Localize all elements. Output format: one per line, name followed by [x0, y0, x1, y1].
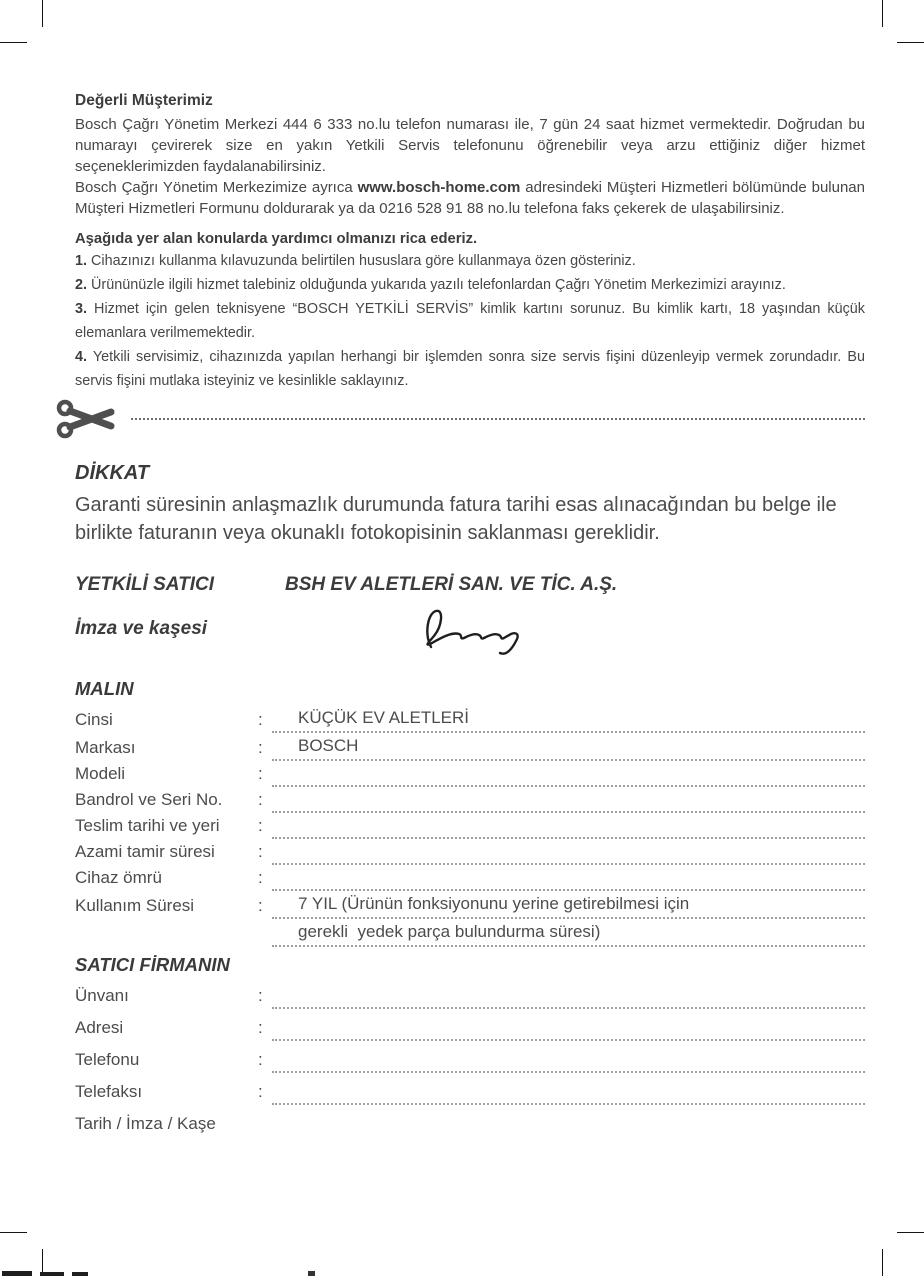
signature-stamp-row — [75, 617, 865, 677]
intro-paragraph-2 — [75, 177, 865, 219]
signature — [415, 601, 539, 663]
notice-item-4 — [75, 345, 865, 393]
dotted-field-line — [272, 1103, 865, 1105]
crop-mark-bottom-right-vertical — [882, 1249, 883, 1276]
notice-item-1-number: 1. — [75, 253, 88, 269]
dotted-field-line — [272, 891, 865, 919]
company-name: BSH EV ALETLERİ SAN. VE TİC. A.Ş. — [285, 574, 618, 595]
field-label: Ünvanı — [75, 986, 129, 1005]
dikkat-heading: DİKKAT — [75, 462, 150, 484]
form-row-adresi — [75, 1015, 865, 1041]
field-label: Markası — [75, 738, 136, 757]
dikkat-body: Garanti süresinin anlaşmazlık durumunda fatura tarihi esas alınacağından bu belge ile birlikte faturanın veya okunaklı fotokopisinin saklanması gereklidir. — [75, 494, 837, 544]
page-edge-fragment — [40, 1272, 64, 1276]
form-row-bandrol-seri-no — [75, 787, 865, 813]
notice-item-2 — [75, 273, 865, 297]
dotted-field-line — [272, 811, 865, 813]
colon: : — [258, 1082, 263, 1101]
colon: : — [258, 790, 263, 809]
form-row-azami-tamir-suresi — [75, 839, 865, 865]
colon: : — [258, 816, 263, 835]
crop-mark-top-right-vertical — [882, 0, 883, 27]
cut-here-line — [55, 399, 865, 439]
field-label: Bandrol ve Seri No. — [75, 790, 223, 809]
field-label: Azami tamir süresi — [75, 842, 215, 861]
field-label: Cihaz ömrü — [75, 868, 162, 887]
dotted-field-line — [272, 1071, 865, 1073]
website-url: www.bosch-home.com — [357, 179, 521, 196]
field-label: Kullanım Süresi — [75, 896, 195, 915]
scissors-icon — [55, 397, 125, 441]
notice-item-2-number: 2. — [75, 277, 88, 293]
crop-mark-top-left-horizontal — [0, 42, 27, 43]
intro-heading: Değerli Müşterimiz — [75, 92, 213, 109]
field-label: Modeli — [75, 764, 126, 783]
colon: : — [258, 986, 263, 1005]
dotted-field-line — [272, 837, 865, 839]
intro-paragraph-1: Bosch Çağrı Yönetim Merkezi 444 6 333 no.lu telefon numarası ile, 7 gün 24 saat hizmet vermektedir. Doğrudan bu numarayı çevirerek size en yakın Yetkili Servis telefonunu öğrenebilir veya arzu ettiğiniz diğer hizmet seçeneklerimizden faydalanabilirsiniz. — [75, 116, 865, 175]
field-label: Adresi — [75, 1018, 124, 1037]
field-value: gerekli yedek parça bulundurma süresi) — [298, 922, 601, 941]
notice-item-3-text: Hizmet için gelen teknisyene “BOSCH YETKİLİ SERVİS” kimlik kartını sorunuz. Bu kimlik kartı, 18 yaşından küçük elemanlara verilmemektedir. — [75, 301, 865, 341]
colon: : — [258, 764, 263, 783]
field-label: Telefaksı — [75, 1082, 143, 1101]
field-label: Teslim tarihi ve yeri — [75, 816, 220, 835]
notice-item-4-number: 4. — [75, 349, 88, 365]
crop-mark-top-left-vertical — [42, 0, 43, 27]
notice-heading: Aşağıda yer alan konularda yardımcı olmanızı rica ederiz. — [75, 231, 478, 247]
colon: : — [258, 710, 263, 729]
colon: : — [258, 868, 263, 887]
form-row-telefonu — [75, 1047, 865, 1073]
form-row-teslim-tarihi — [75, 813, 865, 839]
dotted-field-line — [272, 785, 865, 787]
colon: : — [258, 1018, 263, 1037]
colon: : — [258, 842, 263, 861]
notice-item-1 — [75, 249, 865, 273]
satici-section-heading: SATICI FİRMANIN — [75, 954, 230, 975]
notice-item-3-number: 3. — [75, 301, 88, 317]
form-row-kullanim-suresi-line2 — [75, 919, 865, 947]
intro-paragraph-2-post: adresindeki Müşteri Hizmetleri bölümünde bulunan Müşteri Hizmetleri Formunu doldurarak ya da 0216 528 91 88 no.lu telefona faks çekerek de ulaşabilirsiniz. — [75, 179, 865, 217]
intro-paragraph-2-pre: Bosch Çağrı Yönetim Merkezimize ayrıca — [75, 179, 358, 196]
authorized-dealer-label: YETKİLİ SATICI — [75, 574, 214, 595]
field-label: Telefonu — [75, 1050, 140, 1069]
page-edge-fragment — [2, 1271, 32, 1276]
field-value: 7 YIL (Ürünün fonksiyonunu yerine getirebilmesi için — [298, 894, 690, 913]
colon: : — [258, 896, 263, 915]
crop-mark-bottom-right-horizontal — [897, 1232, 924, 1233]
dotted-field-line — [272, 1039, 865, 1041]
dotted-field-line — [272, 733, 865, 761]
form-row-cihaz-omru — [75, 865, 865, 891]
field-value: BOSCH — [298, 736, 359, 755]
form-row-telefaksi — [75, 1079, 865, 1105]
crop-mark-top-right-horizontal — [897, 42, 924, 43]
dotted-cut-line — [131, 418, 865, 420]
document-content — [75, 0, 865, 1137]
page-edge-fragment — [308, 1271, 315, 1276]
form-row-tarih-imza-kase: Tarih / İmza / Kaşe — [75, 1114, 216, 1133]
authorized-dealer-row — [75, 573, 865, 597]
colon: : — [258, 1050, 263, 1069]
colon: : — [258, 738, 263, 757]
signature-stamp-label: İmza ve kaşesi — [75, 618, 208, 639]
crop-mark-bottom-left-horizontal — [0, 1232, 27, 1233]
form-row-markasi — [75, 733, 865, 761]
notice-item-3 — [75, 297, 865, 345]
dotted-field-line — [272, 705, 865, 733]
field-value: KÜÇÜK EV ALETLERİ — [298, 708, 470, 727]
dotted-field-line — [272, 919, 865, 947]
form-row-cinsi — [75, 705, 865, 733]
notice-item-1-text: Cihazınızı kullanma kılavuzunda belirtilen hususlara göre kullanmaya özen gösteriniz. — [91, 253, 636, 269]
form-row-modeli — [75, 761, 865, 787]
notice-item-2-text: Ürününüzle ilgili hizmet talebiniz olduğunda yukarıda yazılı telefonlardan Çağrı Yönetim Merkezimizi arayınız. — [91, 277, 786, 293]
dotted-field-line — [272, 1007, 865, 1009]
notice-item-4-text: Yetkili servisimiz, cihazınızda yapılan herhangi bir işlemden sonra size servis fişini düzenleyip vermek zorundadır. Bu servis fişini mutlaka isteyiniz ve kesinlikle saklayınız. — [75, 349, 865, 389]
page-edge-fragment — [72, 1272, 88, 1276]
field-label: Cinsi — [75, 710, 113, 729]
malin-section-heading: MALIN — [75, 678, 134, 699]
form-row-kullanim-suresi — [75, 891, 865, 919]
dotted-field-line — [272, 863, 865, 865]
form-row-unvani — [75, 983, 865, 1009]
